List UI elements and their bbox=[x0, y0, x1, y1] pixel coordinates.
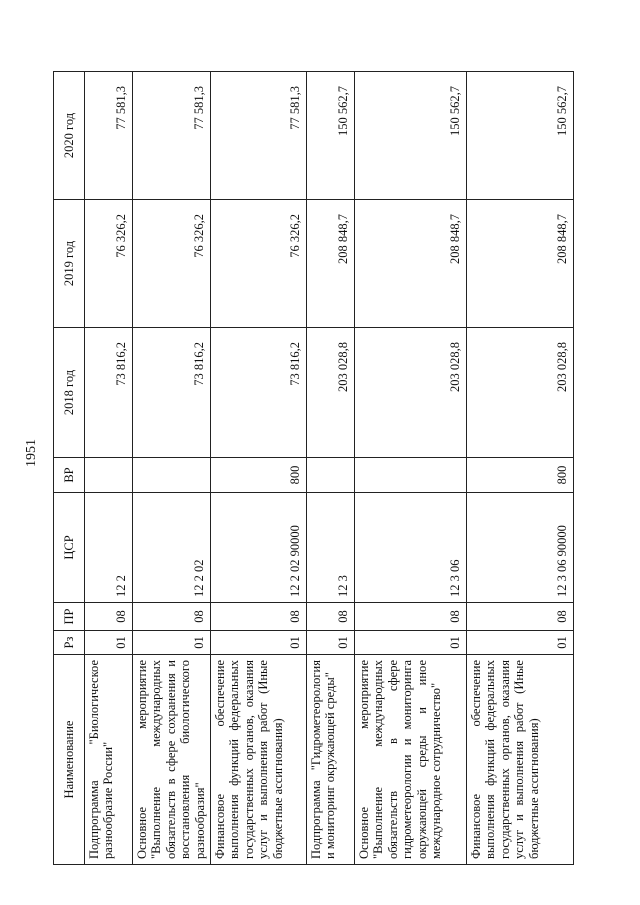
col-2020-header: 2020 год bbox=[54, 72, 85, 200]
row-name: Финансовое обеспечение выполнения функций федеральных государственных органов, оказания услуг и выполнения работ (Иные бюджетные ассигнования) bbox=[211, 655, 307, 865]
budget-table bbox=[53, 71, 574, 865]
row-csr: 12 2 02 90000 bbox=[211, 493, 307, 603]
row-vr: 800 bbox=[211, 458, 307, 493]
row-pr: 08 bbox=[133, 603, 211, 631]
col-vr-header: ВР bbox=[54, 458, 85, 493]
row-rz: 01 bbox=[133, 631, 211, 655]
row-2019: 76 326,2 bbox=[133, 200, 211, 328]
rotated-table-area bbox=[53, 72, 568, 865]
row-2020: 150 562,7 bbox=[355, 72, 467, 200]
row-2018: 73 816,2 bbox=[85, 328, 133, 458]
row-2019: 208 848,7 bbox=[307, 200, 355, 328]
row-rz: 01 bbox=[467, 631, 574, 655]
row-rz: 01 bbox=[355, 631, 467, 655]
row-csr: 12 3 06 90000 bbox=[467, 493, 574, 603]
row-vr bbox=[133, 458, 211, 493]
table-row bbox=[133, 72, 211, 865]
col-pr-header: ПР bbox=[54, 603, 85, 631]
row-2019: 76 326,2 bbox=[211, 200, 307, 328]
row-vr bbox=[85, 458, 133, 493]
table-row bbox=[85, 72, 133, 865]
row-csr: 12 2 bbox=[85, 493, 133, 603]
table-row bbox=[467, 72, 574, 865]
row-rz: 01 bbox=[211, 631, 307, 655]
row-pr: 08 bbox=[211, 603, 307, 631]
row-pr: 08 bbox=[85, 603, 133, 631]
row-pr: 08 bbox=[355, 603, 467, 631]
row-2019: 208 848,7 bbox=[467, 200, 574, 328]
row-name: Основное мероприятие "Выполнение международных обязательств в сфере сохранения и восстановления биологического разнообразия" bbox=[133, 655, 211, 865]
row-csr: 12 3 bbox=[307, 493, 355, 603]
row-2018: 73 816,2 bbox=[133, 328, 211, 458]
row-2020: 150 562,7 bbox=[467, 72, 574, 200]
table-row bbox=[355, 72, 467, 865]
table-row bbox=[211, 72, 307, 865]
row-2018: 203 028,8 bbox=[467, 328, 574, 458]
row-rz: 01 bbox=[85, 631, 133, 655]
row-2018: 73 816,2 bbox=[211, 328, 307, 458]
row-pr: 08 bbox=[467, 603, 574, 631]
row-2020: 150 562,7 bbox=[307, 72, 355, 200]
row-2020: 77 581,3 bbox=[133, 72, 211, 200]
row-name: Подпрограмма "Биологическое разнообразие России" bbox=[85, 655, 133, 865]
row-pr: 08 bbox=[307, 603, 355, 631]
row-csr: 12 3 06 bbox=[355, 493, 467, 603]
table-row bbox=[307, 72, 355, 865]
row-2019: 208 848,7 bbox=[355, 200, 467, 328]
row-2018: 203 028,8 bbox=[307, 328, 355, 458]
row-vr bbox=[355, 458, 467, 493]
row-2019: 76 326,2 bbox=[85, 200, 133, 328]
row-rz: 01 bbox=[307, 631, 355, 655]
row-vr: 800 bbox=[467, 458, 574, 493]
row-csr: 12 2 02 bbox=[133, 493, 211, 603]
table-header bbox=[54, 72, 85, 865]
col-2018-header: 2018 год bbox=[54, 328, 85, 458]
col-rz-header: Рз bbox=[54, 631, 85, 655]
row-2020: 77 581,3 bbox=[211, 72, 307, 200]
row-2018: 203 028,8 bbox=[355, 328, 467, 458]
row-name: Подпрограмма "Гидрометеорология и мониторинг окружающей среды" bbox=[307, 655, 355, 865]
row-name: Основное мероприятие "Выполнение международных обязательств в сфере гидрометеорологии и мониторинга окружающей среды и иное международное сотрудничество" bbox=[355, 655, 467, 865]
row-vr bbox=[307, 458, 355, 493]
row-2020: 77 581,3 bbox=[85, 72, 133, 200]
col-2019-header: 2019 год bbox=[54, 200, 85, 328]
row-name: Финансовое обеспечение выполнения функций федеральных государственных органов, оказания услуг и выполнения работ (Иные бюджетные ассигнования) bbox=[467, 655, 574, 865]
col-name-header: Наименование bbox=[54, 655, 85, 865]
col-csr-header: ЦСР bbox=[54, 493, 85, 603]
page-number: 1951 bbox=[24, 439, 39, 467]
